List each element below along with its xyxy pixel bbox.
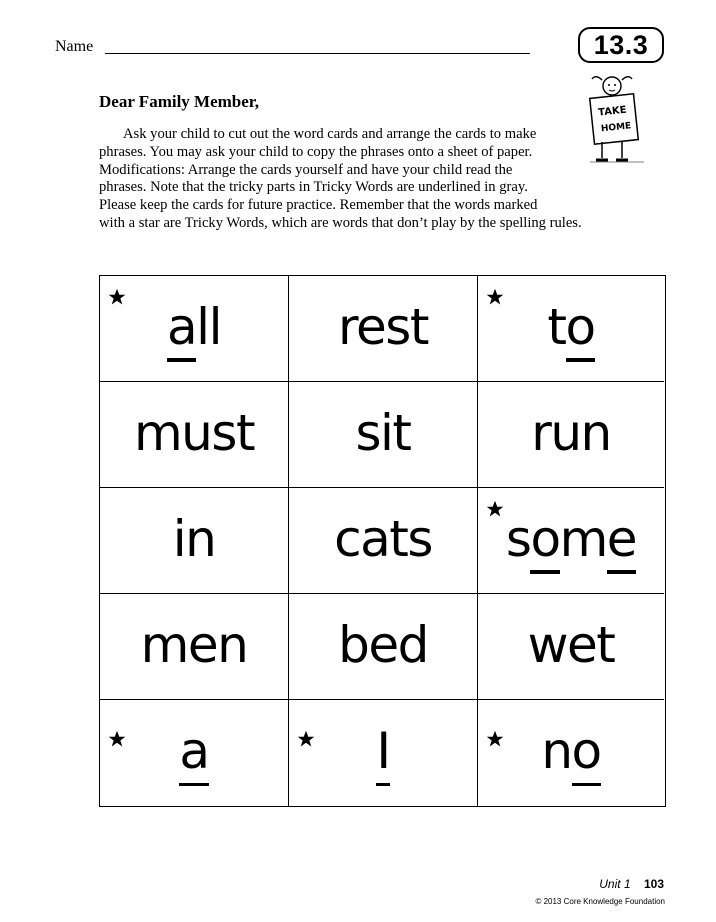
word-card <box>478 488 664 594</box>
letter-body <box>99 126 629 233</box>
star-icon <box>486 288 504 306</box>
card-word: cats <box>334 509 432 568</box>
star-icon <box>486 730 504 748</box>
word-card <box>478 594 664 700</box>
name-line <box>105 53 530 54</box>
letter-line: phrases. Note that the tricky parts in Tricky Words are underlined in gray. <box>99 179 528 196</box>
card-word: rest <box>338 297 428 356</box>
letter-line: phrases. You may ask your child to copy the phrases onto a sheet of paper. <box>99 143 533 160</box>
star-icon <box>297 730 315 748</box>
star-icon <box>108 288 126 306</box>
word-card <box>100 488 289 594</box>
letter-line: Please keep the cards for future practice. Remember that the words marked <box>99 197 538 214</box>
name-label: Name <box>55 38 94 55</box>
card-word: no <box>541 722 601 780</box>
star-icon <box>108 730 126 748</box>
card-word: some <box>505 509 637 568</box>
card-word: to <box>547 297 595 356</box>
letter-line: Ask your child to cut out the word cards and arrange the cards to make <box>123 126 537 142</box>
word-card <box>289 594 478 700</box>
copyright: © 2013 Core Knowledge Foundation <box>535 897 665 906</box>
word-card-grid <box>99 275 666 807</box>
take-home-text: TAKE <box>597 104 628 119</box>
word-card <box>100 276 289 382</box>
unit-label: Unit 1 <box>599 877 631 891</box>
card-word: run <box>531 403 611 462</box>
word-card <box>289 488 478 594</box>
card-word: must <box>133 403 255 462</box>
take-home-text: HOME <box>600 121 632 135</box>
lesson-badge: 13.3 <box>578 27 664 63</box>
letter-greeting: Dear Family Member, <box>99 92 260 111</box>
card-word: all <box>167 297 221 356</box>
card-word: bed <box>338 615 428 674</box>
word-card <box>289 276 478 382</box>
card-word: a <box>179 722 209 780</box>
card-word: sit <box>355 403 411 462</box>
card-word: wet <box>527 615 615 674</box>
card-word: I <box>376 722 390 780</box>
word-card <box>289 700 478 806</box>
word-card <box>100 382 289 488</box>
letter-line: Modifications: Arrange the cards yourself and have your child read the <box>99 161 513 178</box>
star-icon <box>486 500 504 518</box>
word-card <box>289 382 478 488</box>
word-card <box>100 700 289 806</box>
letter-line: with a star are Tricky Words, which are words that don’t play by the spelling rules. <box>99 214 582 231</box>
word-card <box>478 382 664 488</box>
footer-unit <box>599 877 664 891</box>
word-card <box>478 276 664 382</box>
word-card <box>478 700 664 806</box>
card-word: men <box>140 615 248 674</box>
page-number: 103 <box>643 877 664 891</box>
word-card <box>100 594 289 700</box>
card-word: in <box>172 509 216 568</box>
